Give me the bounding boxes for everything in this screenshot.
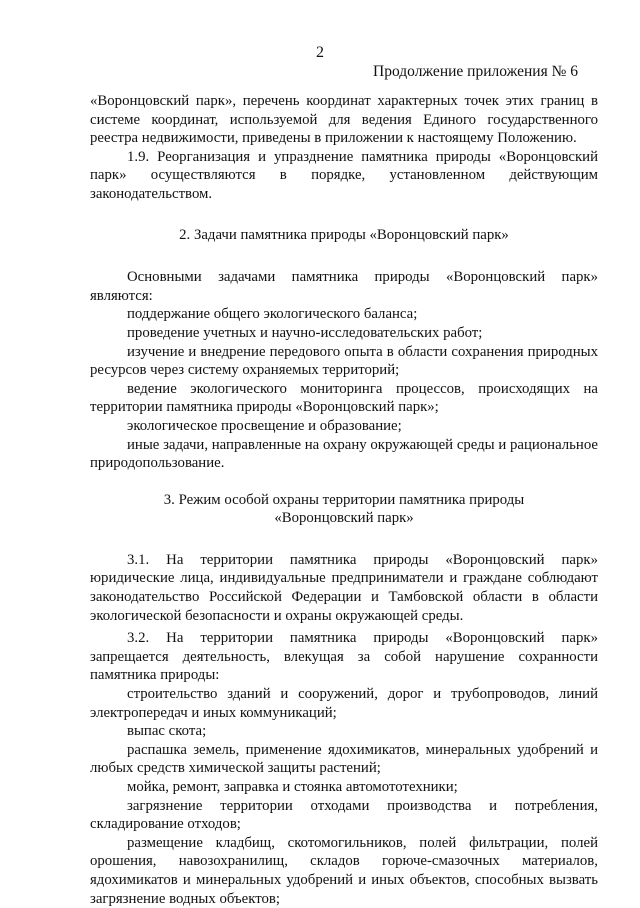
page-number: 2: [316, 44, 324, 61]
section-2-heading: 2. Задачи памятника природы «Воронцовский парк»: [179, 226, 509, 243]
list-item: выпас скота;: [127, 723, 207, 740]
document-body: [90, 92, 598, 908]
section-3-heading-line-2: «Воронцовский парк»: [274, 510, 414, 527]
list-item: загрязнение территории отходами производства и потребления, складирование отходов;: [90, 797, 598, 833]
list-item: проведение учетных и научно-исследовательских работ;: [127, 324, 483, 341]
list-item: изучение и внедрение передового опыта в области сохранения природных ресурсов через систему охраняемых территорий;: [90, 343, 598, 379]
section-3-heading-line-1: 3. Режим особой охраны территории памятника природы: [163, 491, 525, 508]
list-item: распашка земель, применение ядохимикатов, минеральных удобрений и любых средств химической защиты растений;: [90, 741, 598, 777]
paragraph-3-2: 3.2. На территории памятника природы «Воронцовский парк» запрещается деятельность, влекущая за собой нарушение сохранности памятника природы:: [90, 630, 598, 684]
list-item: экологическое просвещение и образование;: [127, 417, 402, 434]
appendix-continuation: Продолжение приложения № 6: [373, 63, 578, 80]
paragraph-intro: «Воронцовский парк», перечень координат характерных точек этих границ в системе координат, используемой для ведения Единого государственного реестра недвижимости, приведены в приложении к настоящему Положению.: [90, 93, 598, 147]
list-item: поддержание общего экологического баланса;: [127, 306, 418, 323]
paragraph-3-1: 3.1. На территории памятника природы «Воронцовский парк» юридические лица, индивидуальные предприниматели и граждане соблюдают законодательство Российской Федерации и Тамбовской области в области экологической безопасности и охраны окружающей среды.: [90, 551, 598, 624]
section-3-heading: [90, 491, 598, 528]
list-item: строительство зданий и сооружений, дорог и трубопроводов, линий электропередач и иных коммуникаций;: [90, 686, 598, 721]
paragraph-1-9: 1.9. Реорганизация и упразднение памятника природы «Воронцовский парк» осуществляются в порядке, установленном действующим законодательством.: [90, 148, 598, 202]
section-2-lead: Основными задачами памятника природы «Воронцовский парк» являются:: [90, 269, 598, 304]
list-item: мойка, ремонт, заправка и стоянка автомототехники;: [127, 779, 458, 795]
list-item: размещение кладбищ, скотомогильников, полей фильтрации, полей орошения, навозохранилищ, складов горюче-смазочных материалов, ядохимикатов и минеральных удобрений и иных объектов, способных вызвать загрязнение водных объектов;: [90, 834, 598, 907]
list-item: иные задачи, направленные на охрану окружающей среды и рациональное природопользование.: [90, 436, 598, 472]
list-item: ведение экологического мониторинга процессов, происходящих на территории памятника природы «Воронцовский парк»;: [90, 380, 598, 416]
